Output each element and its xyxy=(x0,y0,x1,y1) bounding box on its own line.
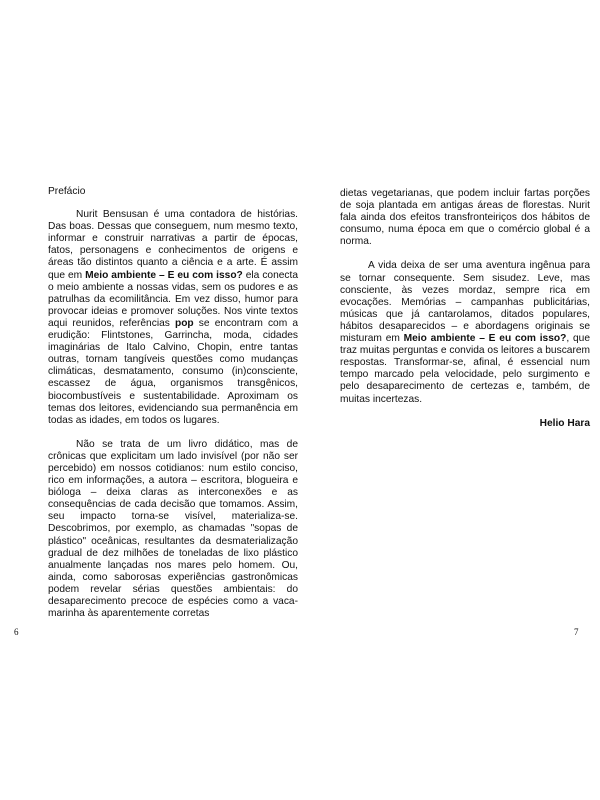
pop-word: pop xyxy=(174,317,194,329)
page-number-right: 7 xyxy=(574,627,579,637)
paragraph-1-part-a: Nurit Bensusan é uma contadora de histórias. Das boas. Dessas que conseguem, num mesmo texto, informar e construir narrativas a partir de épocas, fatos, personagens e conhecimentos de origens e áreas tão distintos quanto a ciência e a arte. É assim que em xyxy=(48,209,298,281)
page-number-left: 6 xyxy=(14,627,19,637)
paragraph-1 xyxy=(48,209,298,427)
paragraph-3 xyxy=(340,260,590,405)
right-text-column xyxy=(340,188,590,440)
book-title: Meio ambiente – E eu com isso? xyxy=(85,269,243,281)
paragraph-3-part-a: A vida deixa de ser uma aventura ingênua para se tornar consequente. Sem sisudez. Leve, mas consciente, às vezes mordaz, sempre rica em evocações. Memórias – campanhas publicitárias, músicas que já cantarolamos, ditados populares, hábitos desaparecidos – e abordagens originais se misturam em xyxy=(340,260,590,345)
book-title-2: Meio ambiente – E eu com isso? xyxy=(403,333,567,345)
paragraph-2: Não se trata de um livro didático, mas de crônicas que explicitam um lado invisível (por não ser percebido) em nossos cotidianos: num estilo conciso, rico em informações, a autora – escritora, blogueira e bióloga – deixa claras as interconexões e as consequências de cada decisão que tomamos. Assim, seu impacto torna-se visível, materializa-se. Descobrimos, por exemplo, as chamadas "sopas de plástico" oceânicas, resultantes da desmaterialização gradual de dez milhões de toneladas de lixo plástico anualmente lançadas nos mares pelo homem. Ou, ainda, como saborosas experiências gastronômicas podem revelar sérias questões ambientais: do desaparecimento precoce de espécies como a vaca-marinha às aparentemente corretas xyxy=(48,438,298,620)
paragraph-1-part-b: ela conecta o meio ambiente a nossas vidas, sem os pudores e as patrulhas da ecomilitância. Em vez disso, humor para provocar ideias e promover soluções. Nos vinte textos aqui reunidos, referências xyxy=(48,269,299,329)
left-text-column xyxy=(48,186,298,620)
paragraph-continued: dietas vegetarianas, que podem incluir fartas porções de soja plantada em antigas áreas de florestas. Nurit fala ainda dos efeitos transfronteiriços dos hábitos de consumo, numa época em que o comércio global é a norma. xyxy=(340,188,590,248)
section-heading: Prefácio xyxy=(48,186,86,197)
signature: Helio Hara xyxy=(539,417,590,429)
paragraph-1-part-c: se encontram com a erudição: Flintstones, Garrincha, moda, cidades imaginárias de Italo Calvino, Chopin, entre tantas outras, tornam tangíveis questões como mudanças climáticas, desmatamento, consumo (in)consciente, escassez de água, organismos transgênicos, biocombustíveis e sustentabilidade. Aproximam os temas dos leitores, evidenciando sua permanência em todas as idades, em todos os lugares. xyxy=(48,317,299,426)
paragraph-3-part-b: , que traz muitas perguntas e convida os leitores a buscarem respostas. Transformar-se, afinal, é essencial num tempo marcado pela velocidade, pelo surgimento e pelo desaparecimento de certezas e, também, de muitas incertezas. xyxy=(340,333,590,405)
